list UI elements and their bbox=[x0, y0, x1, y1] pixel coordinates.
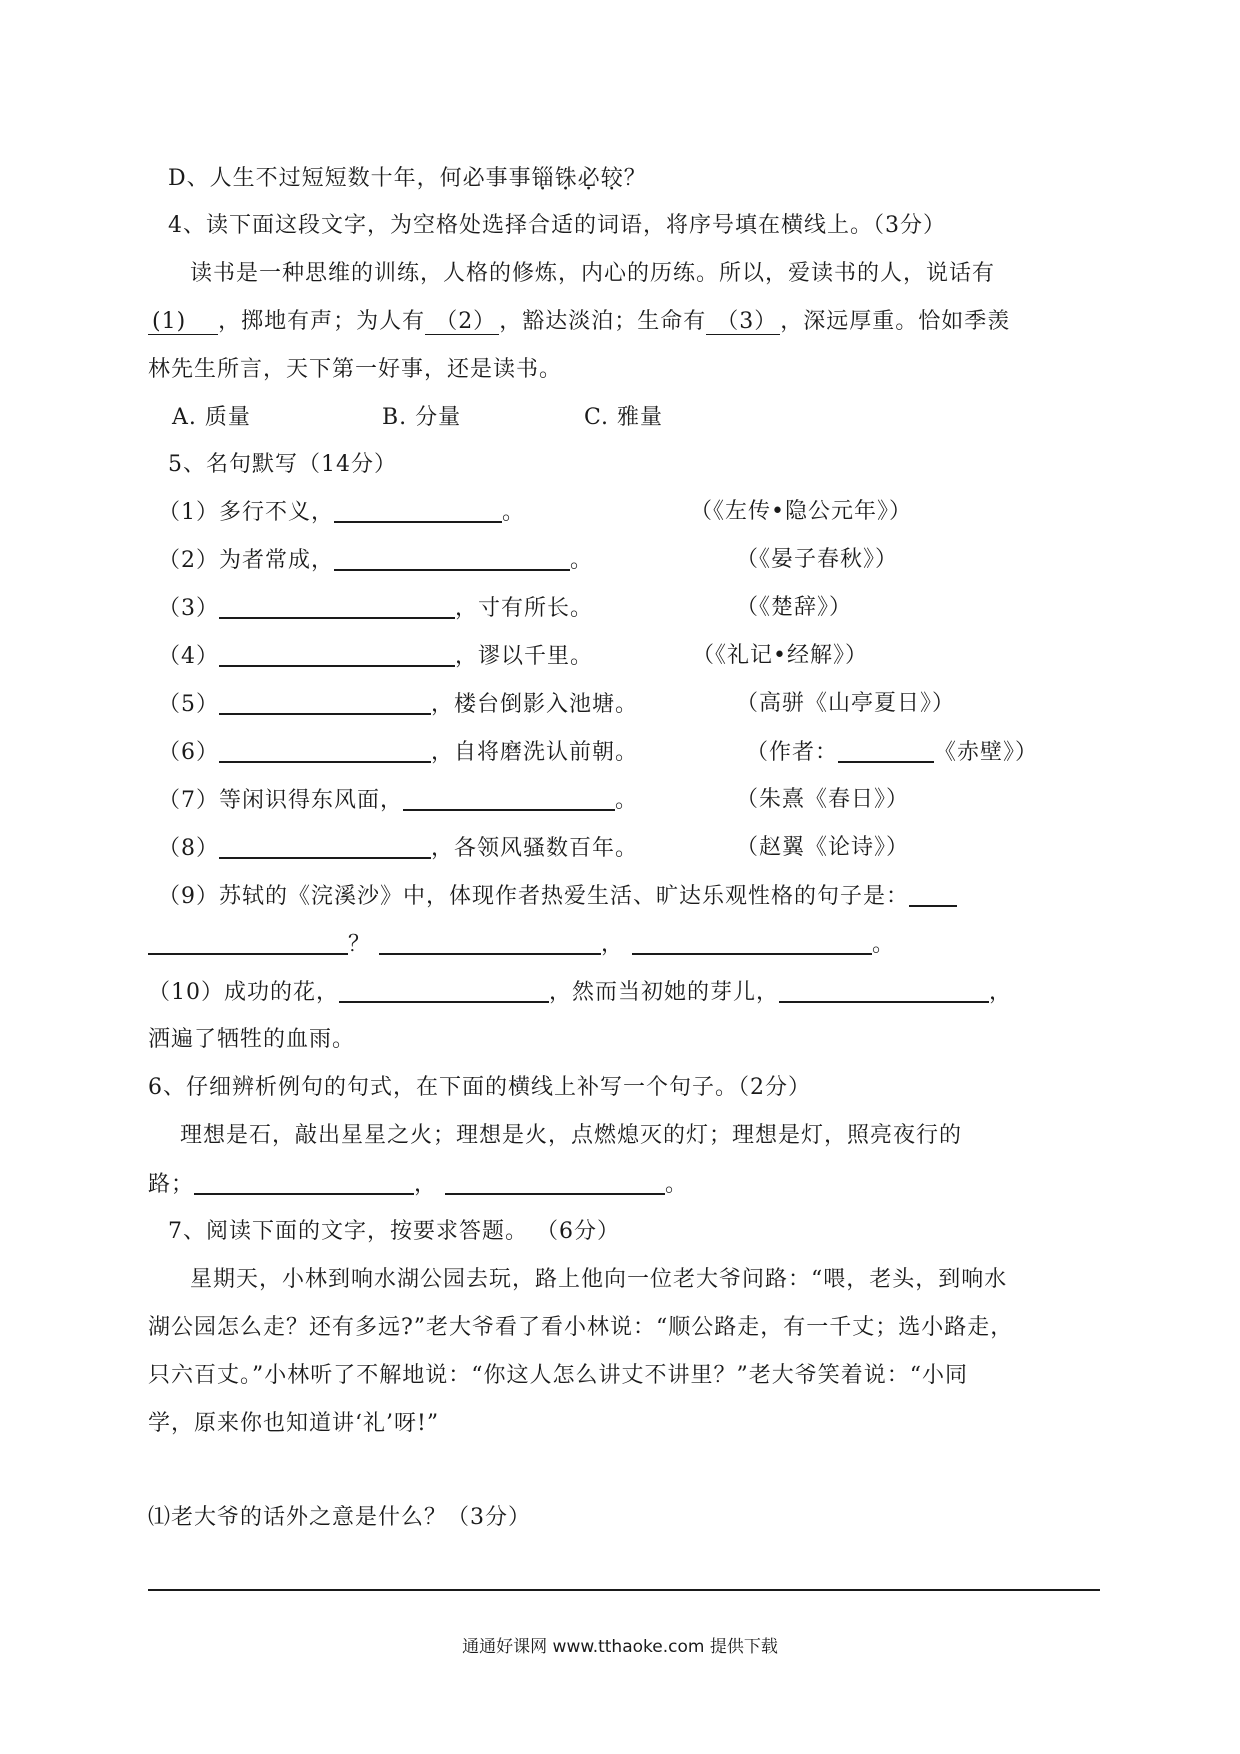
q5-item-8: （8） ，各领风骚数百年。 bbox=[158, 833, 638, 864]
blank-3[interactable]: （3） bbox=[706, 309, 780, 335]
q4-title: 4、读下面这段文字，为空格处选择合适的词语，将序号填在横线上。（3分） bbox=[168, 213, 946, 238]
q7-passage-line4: 学，原来你也知道讲‘礼’呀!” bbox=[148, 1411, 440, 1436]
author-blank[interactable] bbox=[838, 737, 934, 763]
q5-item-3: （3） ，寸有所长。 bbox=[158, 593, 593, 624]
q7-passage-line3: 只六百丈。”小林听了不解地说：“你这人怎么讲丈不讲里？”老大爷笑着说：“小同 bbox=[148, 1363, 968, 1388]
answer-blank[interactable] bbox=[403, 785, 615, 811]
q7-subquestion-1: ⑴老大爷的话外之意是什么？（3分） bbox=[148, 1505, 531, 1530]
answer-line[interactable] bbox=[148, 1589, 1100, 1591]
q5-item-9: （9）苏轼的《浣溪沙》中，体现作者热爱生活、旷达乐观性格的句子是： bbox=[158, 881, 957, 912]
option-d-line: D、人生不过短短数十年，何必事事锱铢必较？ bbox=[168, 166, 647, 191]
q4-paragraph-line3: 林先生所言，天下第一好事，还是读书。 bbox=[148, 357, 563, 382]
q5-item-10-continued: 洒遍了牺牲的血雨。 bbox=[148, 1027, 356, 1052]
answer-blank[interactable] bbox=[219, 833, 431, 859]
emphasis-char: 铢 bbox=[554, 166, 578, 191]
page-footer: 通通好课网 www.tthaoke.com 提供下载 bbox=[462, 1637, 778, 1657]
answer-blank[interactable] bbox=[219, 689, 431, 715]
answer-blank[interactable] bbox=[379, 929, 601, 955]
q5-item-5-source: （高骈《山亭夏日》） bbox=[736, 691, 956, 716]
q7-passage-line1: 星期天，小林到响水湖公园去玩，路上他向一位老大爷问路：“喂，老头，到响水 bbox=[190, 1267, 1008, 1292]
q5-item-1-source: （《左传•隐公元年》） bbox=[690, 499, 912, 524]
q4-option-c: C. 雅量 bbox=[584, 405, 664, 430]
blank-1[interactable]: (1) bbox=[148, 309, 218, 335]
q5-item-3-source: （《楚辞》） bbox=[736, 595, 853, 620]
q5-item-6-source: （作者： 《赤壁》） bbox=[746, 737, 1038, 768]
answer-blank[interactable] bbox=[219, 641, 455, 667]
q5-item-2-source: （《晏子春秋》） bbox=[736, 547, 899, 572]
q5-item-4: （4） ，谬以千里。 bbox=[158, 641, 593, 672]
answer-blank[interactable] bbox=[334, 545, 570, 571]
q4-option-b: B. 分量 bbox=[382, 405, 462, 430]
answer-blank[interactable] bbox=[148, 929, 348, 955]
emphasis-char: 较 bbox=[600, 166, 624, 191]
q5-item-4-source: （《礼记•经解》） bbox=[692, 643, 868, 668]
q5-item-7: （7）等闲识得东风面， 。 bbox=[158, 785, 638, 816]
answer-blank[interactable] bbox=[194, 1169, 414, 1195]
emphasis-char: 必 bbox=[577, 166, 601, 191]
answer-blank[interactable] bbox=[445, 1169, 665, 1195]
q7-passage-line2: 湖公园怎么走？还有多远?”老大爷看了看小林说：“顺公路走，有一千丈；选小路走， bbox=[148, 1315, 1014, 1340]
q6-title: 6、仔细辨析例句的句式，在下面的横线上补写一个句子。（2分） bbox=[148, 1075, 811, 1100]
answer-blank[interactable] bbox=[779, 977, 989, 1003]
answer-blank[interactable] bbox=[219, 737, 431, 763]
q6-example-line1: 理想是石，敲出星星之火；理想是火，点燃熄灭的灯；理想是灯，照亮夜行的 bbox=[180, 1123, 963, 1148]
q4-paragraph-line2: (1) ，掷地有声；为人有 （2） ，豁达淡泊；生命有 （3） ，深远厚重。恰如季羡 bbox=[148, 307, 1010, 337]
answer-blank[interactable] bbox=[334, 497, 502, 523]
blank-2[interactable]: （2） bbox=[425, 309, 499, 335]
q5-item-7-source: （朱熹《春日》） bbox=[736, 787, 910, 812]
q7-title: 7、阅读下面的文字，按要求答题。 （6分） bbox=[168, 1219, 620, 1244]
q5-item-8-source: （赵翼《论诗》） bbox=[736, 835, 910, 860]
q4-option-a: A. 质量 bbox=[172, 405, 251, 430]
answer-blank[interactable] bbox=[339, 977, 549, 1003]
answer-blank[interactable] bbox=[219, 593, 455, 619]
q5-item-1: （1）多行不义， 。 bbox=[158, 497, 525, 528]
q6-example-line2: 路； ， 。 bbox=[148, 1169, 688, 1200]
q5-item-6: （6） ，自将磨洗认前朝。 bbox=[158, 737, 638, 768]
answer-blank[interactable] bbox=[632, 929, 872, 955]
q5-item-5: （5） ，楼台倒影入池塘。 bbox=[158, 689, 638, 720]
q5-item-2: （2）为者常成， 。 bbox=[158, 545, 593, 576]
q5-title: 5、名句默写（14分） bbox=[168, 452, 397, 477]
emphasis-char: 锱 bbox=[531, 166, 555, 191]
q5-item-9-continued: ？ ， 。 bbox=[148, 929, 895, 960]
answer-blank[interactable] bbox=[909, 881, 957, 907]
q4-paragraph-line1: 读书是一种思维的训练，人格的修炼，内心的历练。所以，爱读书的人，说话有 bbox=[190, 261, 996, 286]
q5-item-10: （10）成功的花， ，然而当初她的芽儿， ， bbox=[148, 977, 1012, 1008]
